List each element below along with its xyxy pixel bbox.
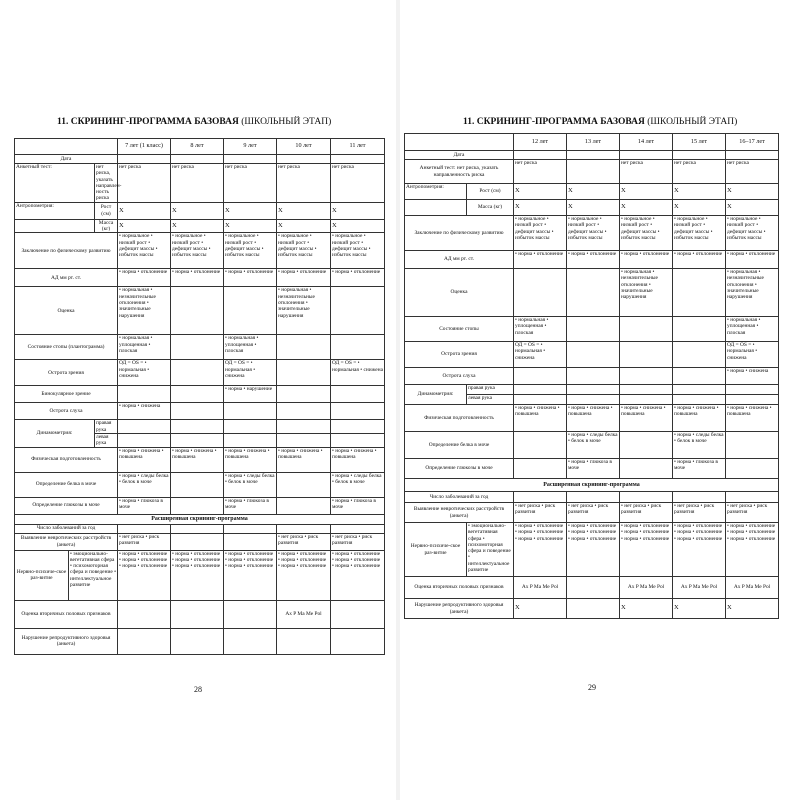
row-label-bp: АД мм рт. ст. xyxy=(15,269,118,287)
cell-value: • нет риска • риск развития xyxy=(567,503,620,523)
neuro-subitems: • эмоционально-вегетативная сфера • психомоторная сфера и поведение • интеллектуальное развитие xyxy=(467,523,514,577)
cell-value: нет риска xyxy=(620,160,673,184)
section-extended: Расширенная скрининг-программа xyxy=(405,479,779,492)
cell-value: X xyxy=(620,200,673,216)
blank-cell xyxy=(331,287,385,335)
right-title-normal: (ШКОЛЬНЫЙ ЭТАП) xyxy=(644,117,738,127)
cell-value: • норма • отклонение xyxy=(567,251,620,269)
row-label-neuro-detect: Выявление невротических расстройств (анкета) xyxy=(15,533,118,550)
blank-cell xyxy=(567,395,620,405)
row-label-vision: Острота зрения xyxy=(405,342,514,368)
cell-value: X xyxy=(673,200,726,216)
left-title-normal: (ШКОЛЬНЫЙ ЭТАП) xyxy=(238,117,332,127)
neuro-subitems: • эмоционально-вегетативная сфера • психомоторная сфера и поведение • интеллектуальное развитие xyxy=(69,550,118,600)
row-label-anthropometry: Антропометрия: xyxy=(405,184,467,200)
blank-cell xyxy=(331,524,385,533)
date-cell[interactable] xyxy=(514,151,567,160)
date-cell[interactable] xyxy=(171,155,224,164)
header-blank xyxy=(15,139,118,155)
cell-value: X xyxy=(277,219,331,233)
date-cell[interactable] xyxy=(620,151,673,160)
age-col-header: 8 лет xyxy=(171,139,224,155)
age-col-header: 9 лет xyxy=(224,139,277,155)
row-label-right-hand: правая рука xyxy=(95,420,118,434)
blank-cell xyxy=(331,386,385,403)
left-page-number: 28 xyxy=(194,685,202,694)
row-label-weight: Масса (кг) xyxy=(467,200,514,216)
blank-cell xyxy=(567,577,620,599)
row-label-date: Дата xyxy=(15,155,118,164)
cell-value: • нормальная • незначительные отклонения • значительные нарушения xyxy=(620,269,673,317)
cell-value: X xyxy=(673,599,726,619)
blank-cell xyxy=(171,524,224,533)
cell-value: X xyxy=(224,219,277,233)
blank-cell xyxy=(277,335,331,360)
row-label-glucose: Определение глюкозы в моче xyxy=(405,459,514,479)
cell-value: нет риска xyxy=(224,164,277,203)
blank-cell xyxy=(277,524,331,533)
cell-value: • нормальное • низкий рост • дефицит массы • избыток массы xyxy=(224,233,277,269)
row-label-height: Рост (см) xyxy=(95,202,118,219)
date-cell[interactable] xyxy=(726,151,779,160)
cell-value: • нормальная • незначительные отклонения • значительные нарушения xyxy=(277,287,331,335)
cell-value: • норма • отклонение • норма • отклонение • норма • отклонение xyxy=(277,550,331,600)
cell-value: • норма • снижена xyxy=(726,368,779,385)
blank-cell xyxy=(171,433,224,447)
cell-value: X xyxy=(118,219,171,233)
cell-value: • нормальная • уплощенная • плоская xyxy=(514,317,567,342)
cell-value: • норма • следы белка • белок в моче xyxy=(118,472,171,497)
cell-value: • нет риска • риск развития xyxy=(620,503,673,523)
row-label-assessment: Оценка xyxy=(405,269,514,317)
row-label-illness-count: Число заболеваний за год xyxy=(405,492,514,503)
blank-cell xyxy=(277,386,331,403)
blank-cell xyxy=(673,385,726,395)
blank-cell xyxy=(620,317,673,342)
left-page xyxy=(0,0,396,800)
blank-cell xyxy=(514,385,567,395)
row-label-fitness: Физическая подготовленность xyxy=(15,447,118,472)
cell-value: • норма • снижена • повышена xyxy=(118,447,171,472)
blank-cell xyxy=(673,269,726,317)
right-page-title xyxy=(463,117,737,127)
row-label-bp: АД мм рт. ст. xyxy=(405,251,514,269)
date-cell[interactable] xyxy=(567,151,620,160)
blank-cell xyxy=(567,492,620,503)
cell-value: • норма • отклонение xyxy=(118,269,171,287)
blank-cell xyxy=(171,628,224,654)
blank-cell xyxy=(331,420,385,434)
blank-cell xyxy=(277,403,331,420)
cell-value: • норма • отклонение • норма • отклонение • норма • отклонение xyxy=(118,550,171,600)
row-label-anthropometry: Антропометрия: xyxy=(15,202,95,219)
blank-cell xyxy=(567,368,620,385)
blank-cell xyxy=(331,403,385,420)
blank-cell xyxy=(567,342,620,368)
blank-cell xyxy=(224,433,277,447)
blank-cell xyxy=(277,360,331,386)
blank-cell xyxy=(514,459,567,479)
blank-cell xyxy=(673,317,726,342)
cell-value: X xyxy=(726,200,779,216)
row-label-sexual: Оценка вторичных половых признаков xyxy=(405,577,514,599)
row-label-height: Рост (см) xyxy=(467,184,514,200)
cell-value: Ax P Ma Me Pol xyxy=(277,600,331,628)
blank-cell xyxy=(118,433,171,447)
cell-value: X xyxy=(331,202,385,219)
row-label-illness-count: Число заболеваний за год xyxy=(15,524,118,533)
cell-value: X xyxy=(277,202,331,219)
cell-value: нет риска xyxy=(514,160,567,184)
cell-value: Ax P Ma Me Pol xyxy=(620,577,673,599)
blank-cell xyxy=(514,432,567,459)
row-label-protein: Определение белка в моче xyxy=(15,472,118,497)
row-label-foot: Состояние стопы (плантограмма) xyxy=(15,335,118,360)
cell-value: нет риска xyxy=(726,160,779,184)
age-col-header: 12 лет xyxy=(514,134,567,151)
cell-value: • норма • глюкоза в моче xyxy=(673,459,726,479)
blank-cell xyxy=(15,219,95,233)
date-cell[interactable] xyxy=(277,155,331,164)
blank-cell xyxy=(171,420,224,434)
cell-value: X xyxy=(171,219,224,233)
blank-cell xyxy=(673,368,726,385)
blank-cell xyxy=(224,600,277,628)
blank-cell xyxy=(567,160,620,184)
blank-cell xyxy=(224,533,277,550)
cell-value: X xyxy=(514,599,567,619)
cell-value: • норма • отклонение xyxy=(277,269,331,287)
blank-cell xyxy=(171,360,224,386)
cell-value: • норма • отклонение • норма • отклонение • норма • отклонение xyxy=(514,523,567,577)
blank-cell xyxy=(673,492,726,503)
blank-cell xyxy=(171,497,224,514)
blank-cell xyxy=(118,524,171,533)
blank-cell xyxy=(277,628,331,654)
cell-value: • норма • снижена • повышена xyxy=(277,447,331,472)
row-label-dynamometry: Динамометрия: xyxy=(405,385,467,405)
cell-value: • норма • снижена • повышена xyxy=(224,447,277,472)
row-label-repro: Нарушение репродуктивного здоровья (анкета) xyxy=(15,628,118,654)
cell-value: • норма • отклонение • норма • отклонение • норма • отклонение xyxy=(620,523,673,577)
row-label-binocular: Бинокулярное зрение xyxy=(15,386,118,403)
cell-value: X xyxy=(726,184,779,200)
cell-value: • норма • глюкоза в моче xyxy=(331,497,385,514)
cell-value: • нормальное • низкий рост • дефицит массы • избыток массы xyxy=(673,216,726,251)
row-label-vision: Острота зрения xyxy=(15,360,118,386)
blank-cell xyxy=(514,269,567,317)
cell-value: • норма • снижена • повышена xyxy=(567,405,620,432)
row-label-questionnaire: Анкетный тест: нет риска, указать направленность риска xyxy=(405,160,514,184)
blank-cell xyxy=(726,492,779,503)
age-col-header: 15 лет xyxy=(673,134,726,151)
cell-value: • нормальное • низкий рост • дефицит массы • избыток массы xyxy=(118,233,171,269)
blank-cell xyxy=(620,385,673,395)
cell-value: X xyxy=(331,219,385,233)
cell-value: • норма • отклонение • норма • отклонение • норма • отклонение xyxy=(224,550,277,600)
row-label-conclusion: Заключение по физическому развитию xyxy=(15,233,118,269)
age-col-header: 7 лет (1 класс) xyxy=(118,139,171,155)
cell-value: Ax P Ma Me Pol xyxy=(726,577,779,599)
row-label-date: Дата xyxy=(405,151,514,160)
blank-cell xyxy=(277,497,331,514)
blank-cell xyxy=(331,433,385,447)
cell-value: нет риска xyxy=(171,164,224,203)
blank-cell xyxy=(673,342,726,368)
age-col-header: 16–17 лет xyxy=(726,134,779,151)
blank-cell xyxy=(514,492,567,503)
cell-value: • нет риска • риск развития xyxy=(726,503,779,523)
cell-value: • нет риска • риск развития xyxy=(331,533,385,550)
blank-cell xyxy=(224,420,277,434)
blank-cell xyxy=(620,342,673,368)
row-label-foot: Состояние стопы xyxy=(405,317,514,342)
blank-cell xyxy=(726,459,779,479)
row-label-left-hand: левая рука xyxy=(467,395,514,405)
right-screening-table xyxy=(404,133,779,619)
cell-value: • норма • глюкоза в моче xyxy=(224,497,277,514)
cell-value: • нормальная • незначительные отклонения • значительные нарушения xyxy=(118,287,171,335)
cell-value: • нет риска • риск развития xyxy=(277,533,331,550)
age-col-header: 11 лет xyxy=(331,139,385,155)
cell-value: X xyxy=(118,202,171,219)
blank-cell xyxy=(405,200,467,216)
blank-cell xyxy=(567,269,620,317)
cell-value: • нормальное • низкий рост • дефицит массы • избыток массы xyxy=(620,216,673,251)
cell-value: ОД = OS = • нормальная • снижена xyxy=(118,360,171,386)
cell-value: • норма • отклонение xyxy=(514,251,567,269)
blank-cell xyxy=(171,600,224,628)
blank-cell xyxy=(171,533,224,550)
cell-value: • норма • снижена • повышена xyxy=(514,405,567,432)
blank-cell xyxy=(277,472,331,497)
cell-value: X xyxy=(171,202,224,219)
cell-value: • норма • отклонение xyxy=(673,251,726,269)
blank-cell xyxy=(118,600,171,628)
row-label-right-hand: правая рука xyxy=(467,385,514,395)
cell-value: ОД = OS = • нормальная • снижена xyxy=(726,342,779,368)
cell-value: • норма • следы белка • белок в моче xyxy=(331,472,385,497)
cell-value: X xyxy=(726,599,779,619)
blank-cell xyxy=(224,287,277,335)
cell-value: • нормальное • низкий рост • дефицит массы • избыток массы xyxy=(726,216,779,251)
cell-value: • норма • отклонение xyxy=(171,269,224,287)
left-title-bold: 11. СКРИНИНГ-ПРОГРАММА БАЗОВАЯ xyxy=(57,117,239,127)
blank-cell xyxy=(118,386,171,403)
cell-value: нет риска xyxy=(673,160,726,184)
row-label-fitness: Физическая подготовленность xyxy=(405,405,514,432)
date-cell[interactable] xyxy=(224,155,277,164)
blank-cell xyxy=(726,395,779,405)
blank-cell xyxy=(118,420,171,434)
blank-cell xyxy=(514,368,567,385)
row-label-repro: Нарушение репродуктивного здоровья (анкета) xyxy=(405,599,514,619)
cell-value: • норма • отклонение • норма • отклонение • норма • отклонение xyxy=(726,523,779,577)
cell-value: • норма • отклонение • норма • отклонение • норма • отклонение xyxy=(331,550,385,600)
cell-value: X xyxy=(620,184,673,200)
cell-value: • норма • снижена • повышена xyxy=(620,405,673,432)
cell-value: • нет риска • риск развития xyxy=(673,503,726,523)
cell-value: X xyxy=(567,200,620,216)
row-label-neuro-detect: Выявление невротических расстройств (анкета) xyxy=(405,503,514,523)
header-blank xyxy=(405,134,514,151)
blank-cell xyxy=(514,395,567,405)
cell-value: • норма • отклонение xyxy=(620,251,673,269)
cell-value: • норма • снижена • повышена xyxy=(726,405,779,432)
blank-cell xyxy=(171,287,224,335)
blank-cell xyxy=(331,600,385,628)
cell-value: • норма • снижена • повышена xyxy=(673,405,726,432)
row-label-protein: Определение белка в моче xyxy=(405,432,514,459)
left-page-title xyxy=(57,117,331,127)
cell-value: • норма • глюкоза в моче xyxy=(567,459,620,479)
cell-value: ОД = OS = • нормальная • снижена xyxy=(224,360,277,386)
cell-value: ОД = OS = • нормальная • снижена xyxy=(514,342,567,368)
blank-cell xyxy=(224,628,277,654)
row-label-sexual: Оценка вторичных половых признаков xyxy=(15,600,118,628)
blank-cell xyxy=(171,335,224,360)
cell-value: • нормальное • низкий рост • дефицит массы • избыток массы xyxy=(277,233,331,269)
cell-value: • нормальная • уплощенная • плоская xyxy=(224,335,277,360)
cell-value: • норма • следы белка • белок в моче xyxy=(673,432,726,459)
blank-cell xyxy=(567,599,620,619)
age-col-header: 13 лет xyxy=(567,134,620,151)
blank-cell xyxy=(620,395,673,405)
blank-cell xyxy=(331,335,385,360)
cell-value: • нормальная • незначительные отклонения • значительные нарушения xyxy=(726,269,779,317)
blank-cell xyxy=(331,628,385,654)
row-label-assessment: Оценка xyxy=(15,287,118,335)
row-label-left-hand: левая рука xyxy=(95,433,118,447)
cell-value: X xyxy=(673,184,726,200)
blank-cell xyxy=(171,403,224,420)
cell-value: • норма • отклонение xyxy=(224,269,277,287)
cell-value: • норма • следы белка • белок в моче xyxy=(567,432,620,459)
blank-cell xyxy=(118,628,171,654)
section-extended: Расширенная скрининг-программа xyxy=(15,514,385,524)
left-screening-table xyxy=(14,138,385,655)
cell-value: • норма • снижена • повышена xyxy=(171,447,224,472)
questionnaire-sub: нет риска, указать направлен-ность риска xyxy=(96,164,122,202)
cell-value: • нормальное • низкий рост • дефицит массы • избыток массы xyxy=(171,233,224,269)
blank-cell xyxy=(224,524,277,533)
row-label-glucose: Определение глюкозы в моче xyxy=(15,497,118,514)
blank-cell xyxy=(224,403,277,420)
blank-cell xyxy=(171,386,224,403)
age-col-header: 14 лет xyxy=(620,134,673,151)
blank-cell xyxy=(726,432,779,459)
blank-cell xyxy=(567,317,620,342)
row-label-neuro-psych: Нервно-психиче-ское раз-витие xyxy=(405,523,467,577)
blank-cell xyxy=(726,385,779,395)
cell-value: • норма • снижена • повышена xyxy=(331,447,385,472)
cell-value: • нормальное • низкий рост • дефицит массы • избыток массы xyxy=(514,216,567,251)
right-title-bold: 11. СКРИНИНГ-ПРОГРАММА БАЗОВАЯ xyxy=(463,117,645,127)
cell-value: • нормальная • уплощенная • плоская xyxy=(118,335,171,360)
row-label-questionnaire: Анкетный тест: xyxy=(15,164,95,203)
right-page-number: 29 xyxy=(588,683,596,692)
cell-value: • нормальная • уплощенная • плоская xyxy=(726,317,779,342)
blank-cell xyxy=(673,395,726,405)
row-label-neuro-psych: Нервно-психиче-ское раз-витие xyxy=(15,550,69,600)
cell-value: • нормальное • низкий рост • дефицит массы • избыток массы xyxy=(567,216,620,251)
blank-cell xyxy=(277,433,331,447)
cell-value: нет риска xyxy=(331,164,385,203)
cell-value: X xyxy=(567,184,620,200)
age-col-header: 10 лет xyxy=(277,139,331,155)
cell-value: • нет риска • риск развития xyxy=(514,503,567,523)
row-label-conclusion: Заключение по физическому развитию xyxy=(405,216,514,251)
row-label-dynamometry: Динамометрия: xyxy=(15,420,95,447)
cell-value: Ax P Ma Me Pol xyxy=(514,577,567,599)
cell-value: X xyxy=(514,184,567,200)
cell-value: нет риска xyxy=(118,164,171,203)
cell-value: • норма • отклонение xyxy=(726,251,779,269)
blank-cell xyxy=(620,432,673,459)
row-label-hearing: Острота слуха xyxy=(15,403,118,420)
row-label-hearing: Острота слуха xyxy=(405,368,514,385)
cell-value: • норма • следы белка • белок в моче xyxy=(224,472,277,497)
row-label-weight: Масса (кг) xyxy=(95,219,118,233)
cell-value: • норма • отклонение • норма • отклонение • норма • отклонение xyxy=(171,550,224,600)
cell-value: • норма • отклонение xyxy=(331,269,385,287)
cell-value: X xyxy=(514,200,567,216)
cell-value: • норма • отклонение • норма • отклонение • норма • отклонение xyxy=(567,523,620,577)
cell-value: • норма • нарушение xyxy=(224,386,277,403)
cell-value: • норма • отклонение • норма • отклонение • норма • отклонение xyxy=(673,523,726,577)
blank-cell xyxy=(620,368,673,385)
date-cell[interactable] xyxy=(118,155,171,164)
cell-value: нет риска xyxy=(277,164,331,203)
cell-value: ОД = OS = • нормальная • снижена xyxy=(331,360,385,386)
cell-value: X xyxy=(224,202,277,219)
blank-cell xyxy=(277,420,331,434)
cell-value: X xyxy=(620,599,673,619)
blank-cell xyxy=(171,472,224,497)
date-cell[interactable] xyxy=(673,151,726,160)
cell-value: • норма • снижена xyxy=(118,403,171,420)
blank-cell xyxy=(567,385,620,395)
cell-value: • нормальное • низкий рост • дефицит массы • избыток массы xyxy=(331,233,385,269)
cell-value: • норма • глюкоза в моче xyxy=(118,497,171,514)
date-cell[interactable] xyxy=(331,155,385,164)
cell-value: • нет риска • риск развития xyxy=(118,533,171,550)
cell-value: Ax P Ma Me Pol xyxy=(673,577,726,599)
blank-cell xyxy=(620,459,673,479)
blank-cell xyxy=(620,492,673,503)
